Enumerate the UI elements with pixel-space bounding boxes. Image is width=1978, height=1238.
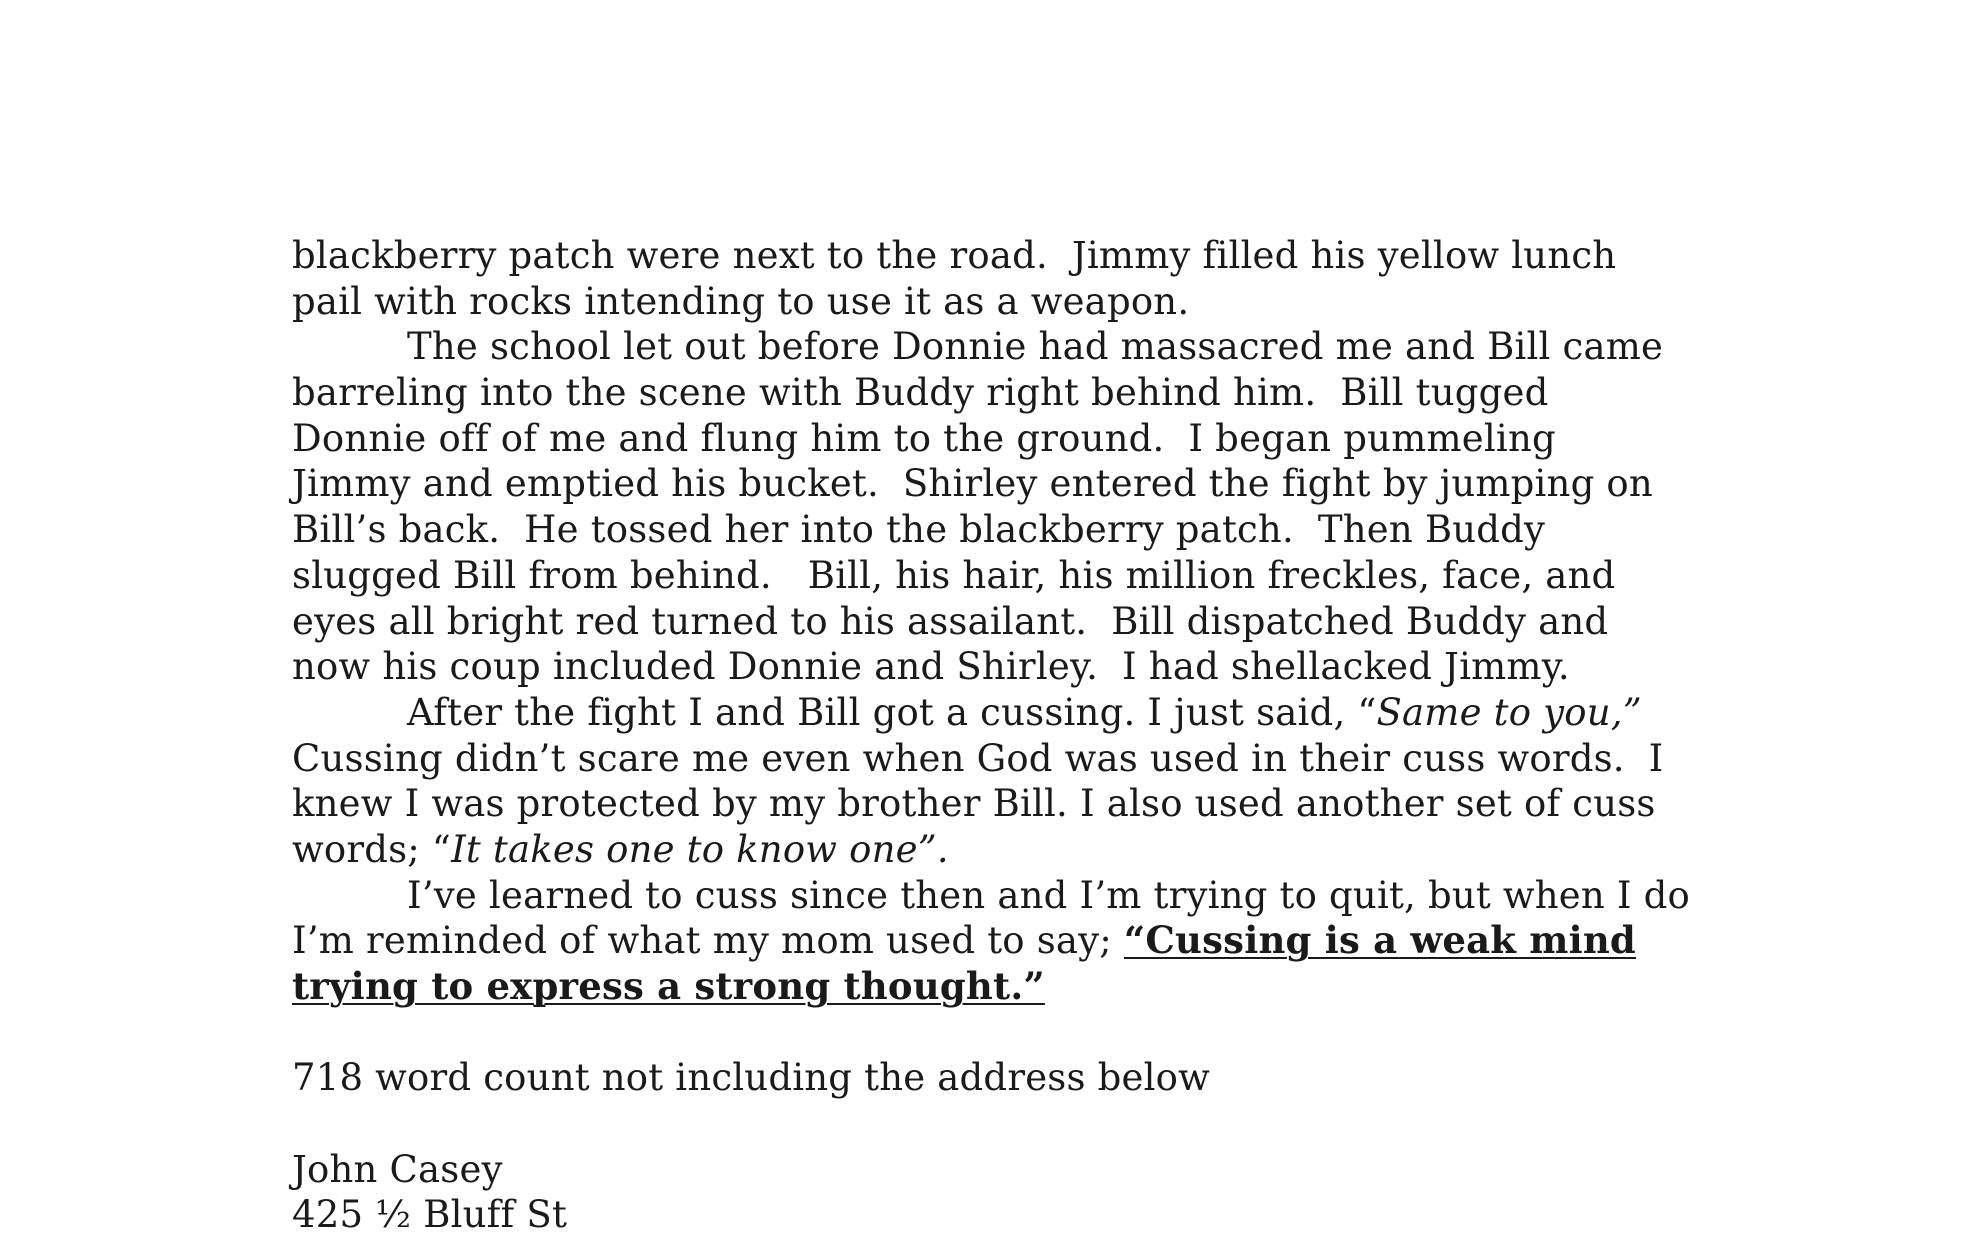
paragraph-4-line-1: I’ve learned to cuss since then and I’m trying to quit, but when I do <box>407 873 1691 917</box>
paragraph-3-line-4 <box>292 827 1732 873</box>
paragraph-2-line-7: eyes all bright red turned to his assailant. Bill dispatched Buddy and <box>292 599 1609 643</box>
paragraph-3-line-4-text: words; “ <box>292 827 452 871</box>
paragraph-2-line-2: barreling into the scene with Buddy right behind him. Bill tugged <box>292 371 1549 415</box>
paragraph-4-line-2-text: I’m reminded of what my mom used to say; <box>292 919 1124 963</box>
mom-quote-part-1: “Cussing is a weak mind <box>1123 918 1636 963</box>
paragraph-2-line-3: Donnie off of me and flung him to the ground. I began pummeling <box>292 416 1556 460</box>
paragraph-2-line-1: The school let out before Donnie had massacred me and Bill came <box>407 325 1664 369</box>
paragraph-3-line-1 <box>292 690 1732 736</box>
mom-quote-part-2: trying to express a strong thought.” <box>292 964 1045 1008</box>
blank-line <box>292 1010 1732 1056</box>
quote-takes-one: It takes one to know one”. <box>451 827 949 871</box>
paragraph-1-line-1: blackberry patch were next to the road. Jimmy filled his yellow lunch <box>292 234 1617 277</box>
paragraph-4-line-3 <box>292 964 1732 1010</box>
paragraph-4-line-2 <box>292 918 1732 964</box>
paragraph-3-line-3: knew I was protected by my brother Bill. I also used another set of cuss <box>292 782 1656 826</box>
document-body <box>292 233 1732 1238</box>
paragraph-3-line-1-text: After the fight I and Bill got a cussing. I just said, “ <box>407 690 1377 734</box>
paragraph-1-line-2: pail with rocks intending to use it as a weapon. <box>292 279 1190 323</box>
paragraph-2-line-4: Jimmy and emptied his bucket. Shirley entered the fight by jumping on <box>292 462 1653 506</box>
blank-line <box>292 1101 1732 1147</box>
paragraph-2-line-5: Bill’s back. He tossed her into the blackberry patch. Then Buddy <box>292 508 1546 552</box>
quote-same-to-you: Same to you,” <box>1376 690 1642 734</box>
word-count: 718 word count not including the address below <box>292 1056 1210 1100</box>
paragraph-2-line-8: now his coup included Donnie and Shirley. I had shellacked Jimmy. <box>292 645 1570 689</box>
paragraph-3-line-2: Cussing didn’t scare me even when God was used in their cuss words. I <box>292 736 1664 780</box>
address-name: John Casey <box>292 1147 503 1191</box>
address-street: 425 ½ Bluff St <box>292 1193 568 1237</box>
paragraph-2-line-6: slugged Bill from behind. Bill, his hair, his million freckles, face, and <box>292 553 1616 597</box>
